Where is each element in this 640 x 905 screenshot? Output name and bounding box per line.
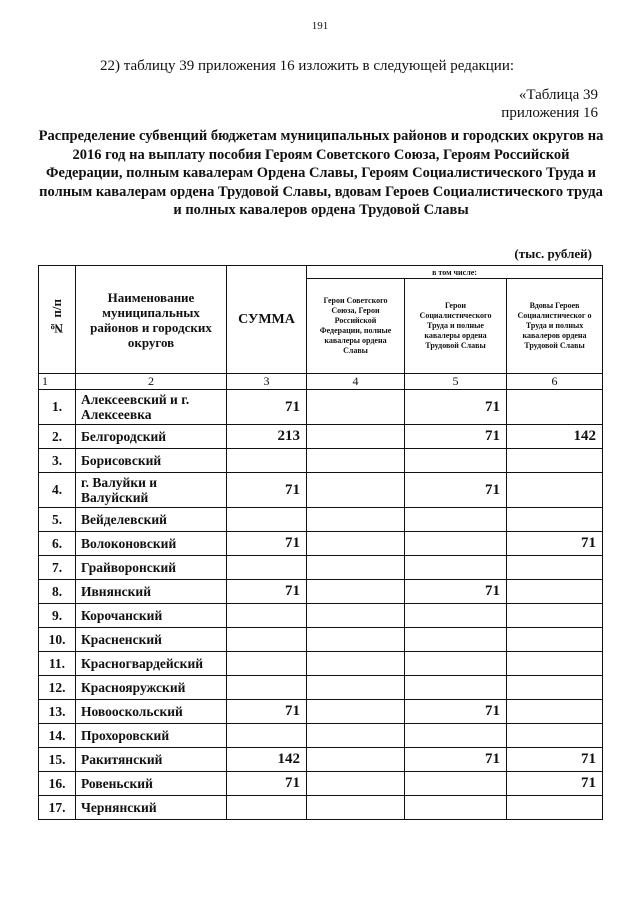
row-number: 3. [39,449,76,473]
table-row [39,652,603,676]
table-reference [501,86,598,122]
sum-cell: 142 [227,748,307,772]
col5-cell: 71 [405,390,507,425]
district-name: Краснояружский [76,676,227,700]
district-name: Грайворонский [76,556,227,580]
district-name: Алексеевский и г. Алексеевка [76,390,227,425]
sum-cell: 71 [227,700,307,724]
col4-cell [307,508,405,532]
header-including: в том числе: [307,266,603,279]
row-number: 11. [39,652,76,676]
table-row [39,628,603,652]
col4-cell [307,748,405,772]
col6-cell [507,676,603,700]
col4-cell [307,628,405,652]
row-number: 8. [39,580,76,604]
col6-cell: 71 [507,748,603,772]
page-number: 191 [311,20,329,32]
col5-cell [405,796,507,820]
document-heading: Распределение субвенций бюджетам муниципальных районов и городских округов на 2016 год на выплату пособия Героям Советского Союза, Героям Российской Федерации, полным кавалерам Ордена Славы, Героям Социалистического Труда и полным кавалерам ордена Трудовой Славы, вдовам Героев Социалистического труда и полных кавалеров ордена Трудовой Славы [38,128,604,218]
subsidy-table [38,265,603,820]
row-number: 7. [39,556,76,580]
sum-cell: 71 [227,532,307,556]
column-index-row [39,374,603,390]
sum-cell: 71 [227,390,307,425]
sum-cell [227,508,307,532]
row-number: 10. [39,628,76,652]
table-row [39,425,603,449]
table-row [39,700,603,724]
col5-cell [405,556,507,580]
col4-cell [307,724,405,748]
sum-cell [227,724,307,748]
col6-cell: 71 [507,772,603,796]
sum-cell [227,628,307,652]
table-row [39,676,603,700]
district-name: Вейделевский [76,508,227,532]
column-index: 1 [39,374,76,390]
col5-cell [405,532,507,556]
sum-cell [227,676,307,700]
col4-cell [307,652,405,676]
sum-cell [227,796,307,820]
units-label: (тыс. рублей) [514,246,592,261]
sum-cell: 213 [227,425,307,449]
sum-cell: 71 [227,580,307,604]
sum-cell: 71 [227,473,307,508]
col5-cell: 71 [405,700,507,724]
table-row [39,473,603,508]
col6-cell [507,724,603,748]
column-index: 6 [507,374,603,390]
header-col-6: Вдовы Героев Социалистическог о Труда и полных кавалеров ордена Трудовой Славы [507,279,603,374]
row-number: 16. [39,772,76,796]
col4-cell [307,390,405,425]
row-number: 5. [39,508,76,532]
col5-cell [405,628,507,652]
col4-cell [307,580,405,604]
column-index: 2 [76,374,227,390]
col5-cell: 71 [405,425,507,449]
col5-cell [405,652,507,676]
row-number: 2. [39,425,76,449]
row-number: 13. [39,700,76,724]
district-name: Ракитянский [76,748,227,772]
col5-cell: 71 [405,580,507,604]
col4-cell [307,676,405,700]
table-row [39,772,603,796]
table-row [39,449,603,473]
col5-cell [405,724,507,748]
col6-cell [507,449,603,473]
sum-cell [227,652,307,676]
table-row [39,724,603,748]
header-sum: СУММА [227,266,307,374]
col6-cell [507,580,603,604]
col6-cell: 71 [507,532,603,556]
col4-cell [307,449,405,473]
table-row [39,532,603,556]
col6-cell [507,700,603,724]
sum-cell: 71 [227,772,307,796]
row-number: 6. [39,532,76,556]
header-number [39,266,76,374]
col4-cell [307,473,405,508]
col4-cell [307,700,405,724]
district-name: Красногвардейский [76,652,227,676]
col5-cell [405,676,507,700]
table-row [39,556,603,580]
col5-cell: 71 [405,748,507,772]
col6-cell [507,508,603,532]
col6-cell [507,556,603,580]
col6-cell [507,473,603,508]
row-number: 9. [39,604,76,628]
sum-cell [227,556,307,580]
col5-cell: 71 [405,473,507,508]
col6-cell [507,796,603,820]
header-col-5: Герои Социалистического Труда и полные кавалеры ордена Трудовой Славы [405,279,507,374]
row-number: 17. [39,796,76,820]
district-name: Борисовский [76,449,227,473]
table-row [39,390,603,425]
col4-cell [307,556,405,580]
col6-cell: 142 [507,425,603,449]
table-row [39,580,603,604]
col4-cell [307,796,405,820]
row-number: 4. [39,473,76,508]
row-number: 1. [39,390,76,425]
district-name: Белгородский [76,425,227,449]
district-name: Ровеньский [76,772,227,796]
col4-cell [307,604,405,628]
row-number: 15. [39,748,76,772]
district-name: Прохоровский [76,724,227,748]
table-reference-line-2: приложения 16 [501,105,598,121]
col5-cell [405,772,507,796]
district-name: Корочанский [76,604,227,628]
col6-cell [507,652,603,676]
column-index: 4 [307,374,405,390]
district-name: Новооскольский [76,700,227,724]
sum-cell [227,449,307,473]
col4-cell [307,425,405,449]
column-index: 3 [227,374,307,390]
col6-cell [507,390,603,425]
district-name: г. Валуйки и Валуйский [76,473,227,508]
district-name: Чернянский [76,796,227,820]
col5-cell [405,508,507,532]
header-number-label: № п/п [49,298,64,336]
district-name: Ивнянский [76,580,227,604]
column-index: 5 [405,374,507,390]
col4-cell [307,532,405,556]
table-reference-line-1: «Таблица 39 [518,87,598,103]
row-number: 12. [39,676,76,700]
header-col-4: Герои Советского Союза, Герои Российской Федерации, полные кавалеры ордена Славы [307,279,405,374]
intro-text: 22) таблицу 39 приложения 16 изложить в следующей редакции: [100,58,515,74]
table-row [39,604,603,628]
table-row [39,748,603,772]
table-row [39,508,603,532]
header-name: Наименование муниципальных районов и городских округов [76,266,227,374]
row-number: 14. [39,724,76,748]
district-name: Красненский [76,628,227,652]
col6-cell [507,604,603,628]
col5-cell [405,604,507,628]
col5-cell [405,449,507,473]
col4-cell [307,772,405,796]
district-name: Волоконовский [76,532,227,556]
sum-cell [227,604,307,628]
col6-cell [507,628,603,652]
table-row [39,796,603,820]
